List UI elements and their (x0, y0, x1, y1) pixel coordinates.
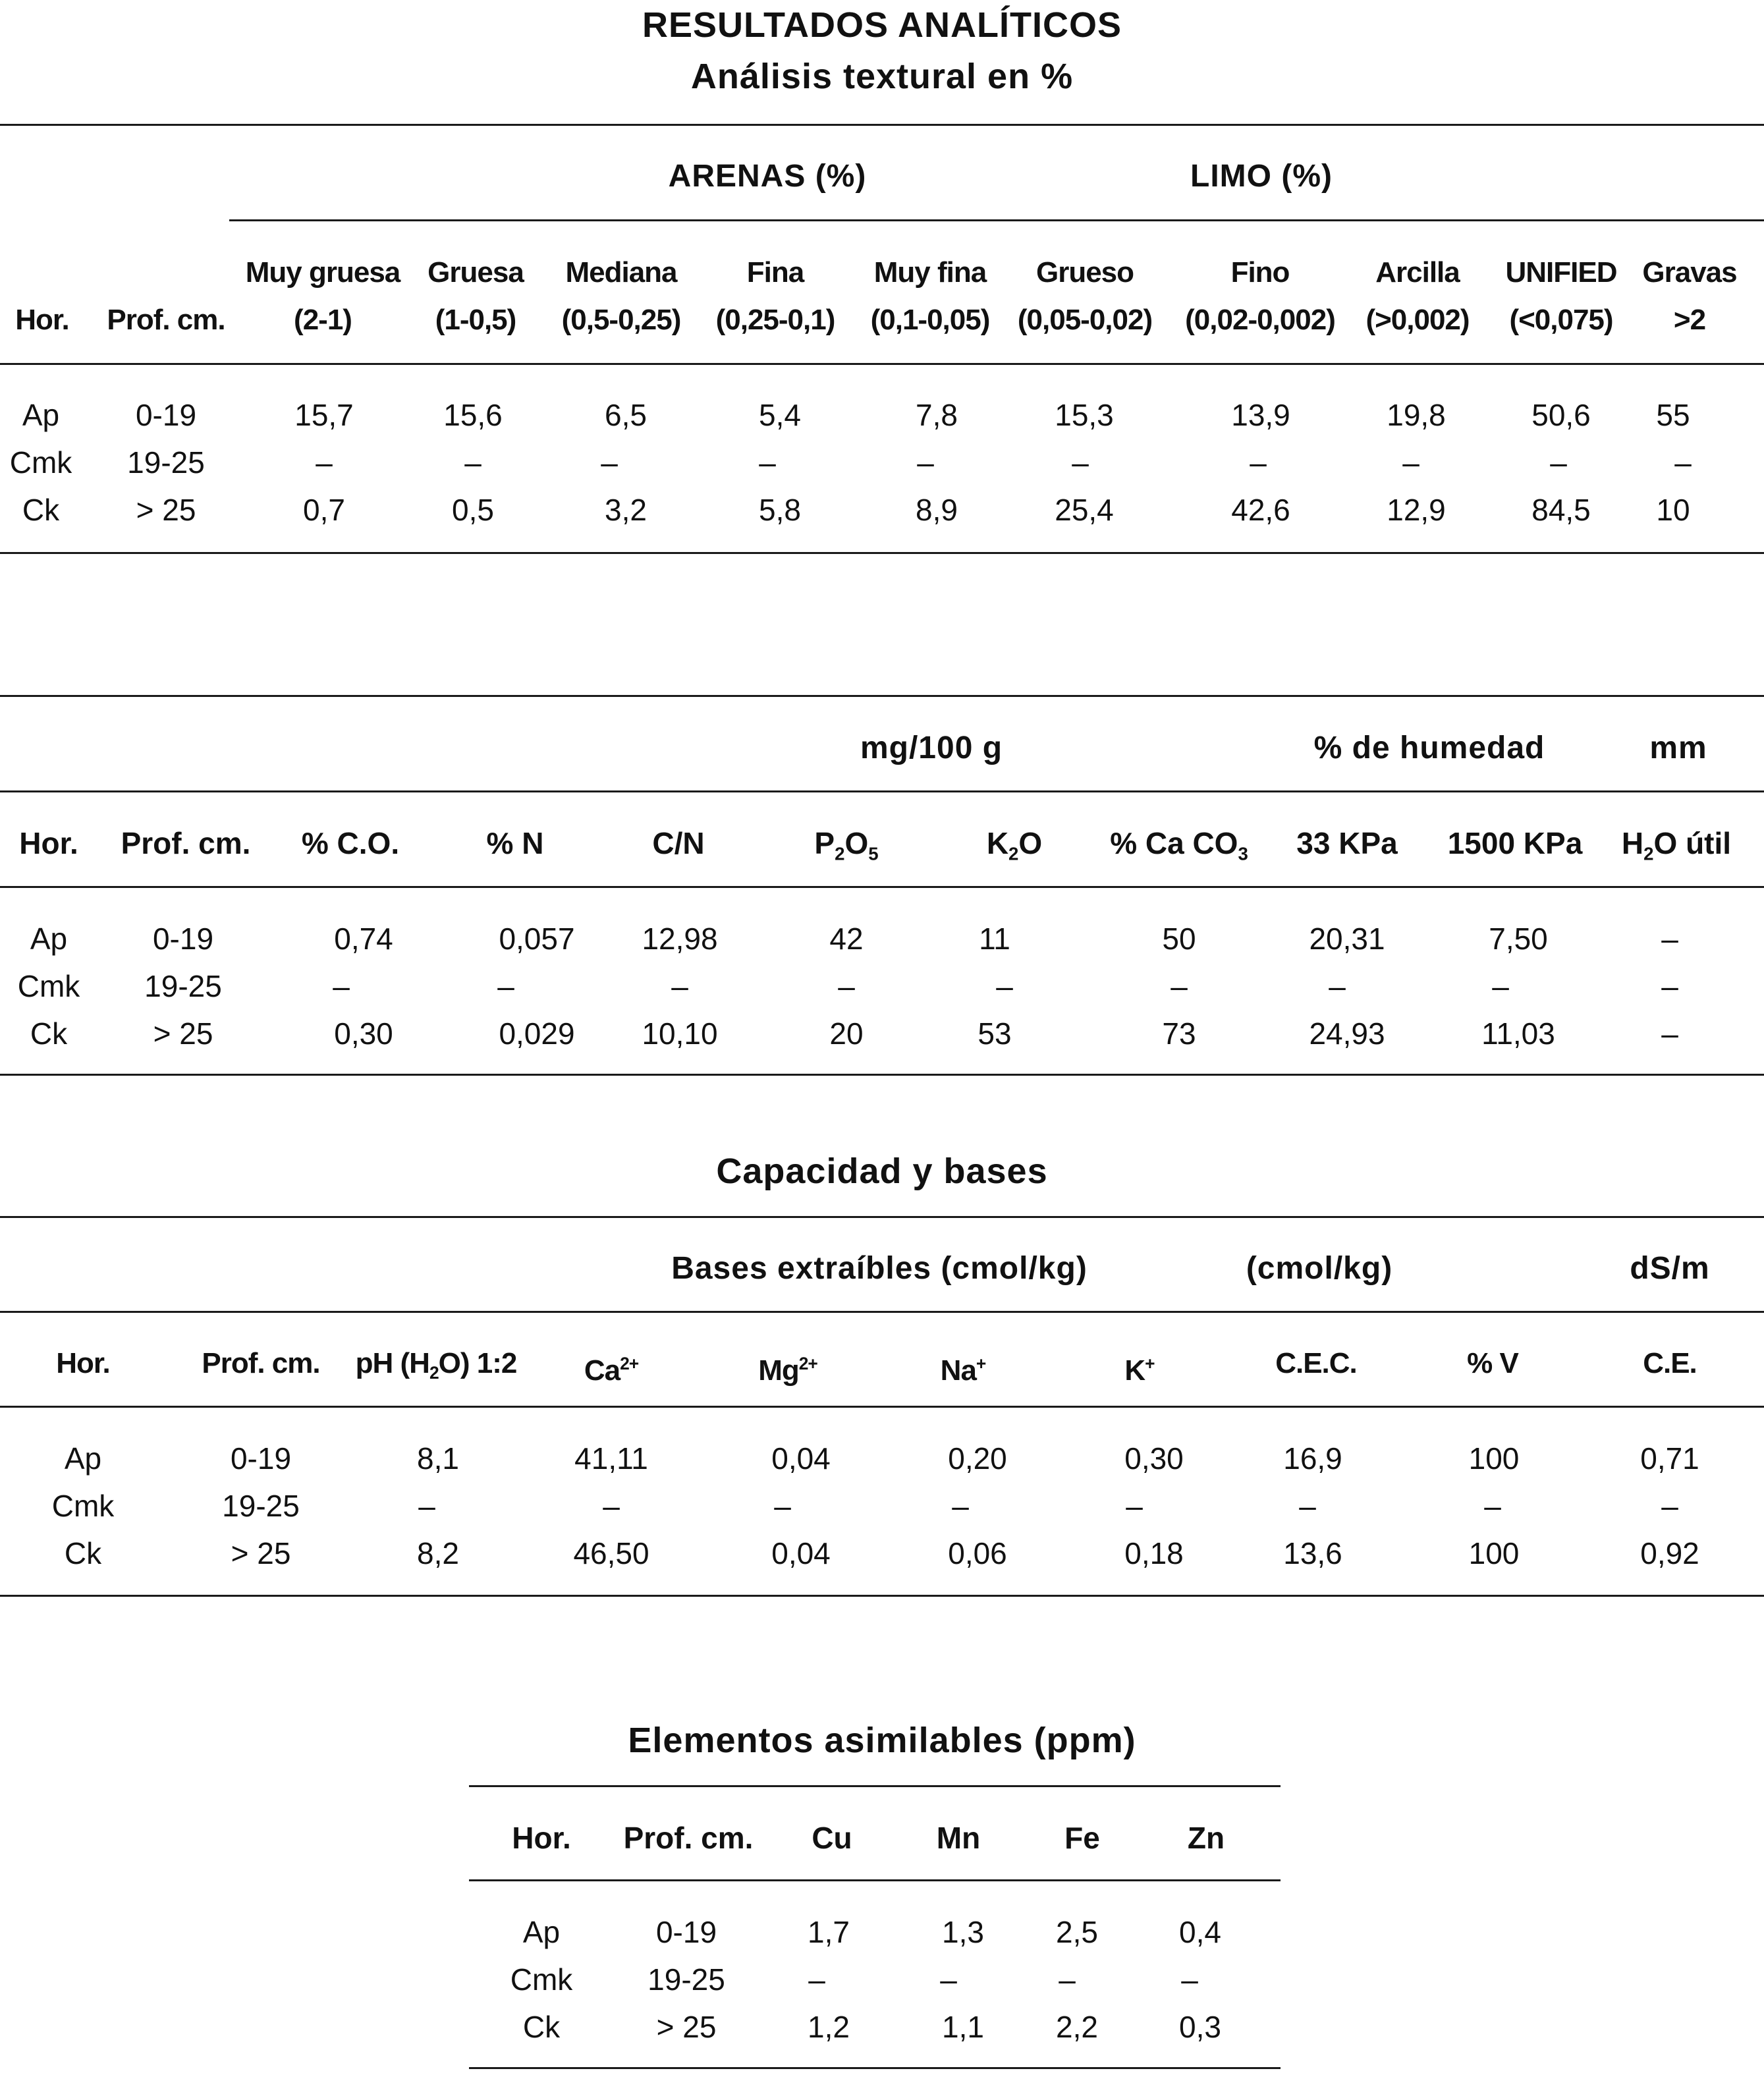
col-header-ca: $Ca^{2+}$ (584, 1354, 639, 1387)
cell-hor: Ck (522, 2010, 561, 2044)
cell-value: – (1484, 1489, 1501, 1523)
cell-value: – (1072, 445, 1089, 480)
col-header-cu: Cu (812, 1821, 852, 1855)
cell-value: – (603, 1489, 620, 1523)
cell-value: – (952, 1489, 969, 1523)
cell-value: 15,6 (443, 398, 503, 432)
col-header-bottom: (0,05-0,02) (1017, 304, 1153, 336)
table-rule (0, 1595, 1764, 1597)
table-rule (0, 124, 1764, 126)
col-header-top: Gravas (1642, 256, 1737, 289)
cell-value: – (1661, 969, 1678, 1003)
table-rule (0, 790, 1764, 792)
cell-value: 7,50 (1489, 922, 1548, 956)
cell-value: 8,2 (417, 1536, 459, 1570)
cell-value: 11,03 (1481, 1016, 1555, 1051)
col-header-bottom: >2 (1673, 304, 1706, 336)
cell-value: 73 (1162, 1016, 1196, 1051)
cell-value: 0,7 (303, 493, 345, 527)
cell-value: – (1299, 1489, 1316, 1523)
cell-value: – (774, 1489, 791, 1523)
table-rule (229, 219, 1764, 221)
col-header-bottom: (1-0,5) (435, 304, 516, 336)
col-header-top: Gruesa (427, 256, 524, 289)
cell-value: 10,10 (642, 1016, 718, 1051)
col-header-hor: Hor. (512, 1821, 571, 1855)
cell-value: 0,06 (948, 1536, 1007, 1570)
cell-value: – (418, 1489, 435, 1523)
cell-value: 0,04 (771, 1441, 831, 1476)
col-header-ph: pH $(H_2O)$ 1:2 (355, 1347, 517, 1383)
cell-value: 10 (1656, 493, 1690, 527)
cell-prof: 19-25 (127, 445, 205, 480)
col-header-1500kpa: 1500 KPa (1447, 826, 1583, 860)
cell-value: 0,30 (334, 1016, 393, 1051)
cell-value: 12,98 (642, 922, 718, 956)
col-header-hor: Hor. (19, 826, 78, 860)
cell-value: – (601, 445, 618, 480)
cell-hor: Ck (64, 1536, 102, 1570)
table-rule (0, 1406, 1764, 1408)
cell-value: – (996, 969, 1013, 1003)
capacity-heading: Capacidad y bases (716, 1151, 1048, 1191)
table-rule (0, 695, 1764, 697)
cell-value: 0,04 (771, 1536, 831, 1570)
table-rule (0, 1074, 1764, 1076)
cell-value: 42 (829, 922, 864, 956)
cell-value: – (1059, 1962, 1076, 1997)
cell-value: 42,6 (1231, 493, 1290, 527)
col-header-bottom: (0,5-0,25) (561, 304, 681, 336)
cell-hor: Ck (22, 493, 60, 527)
cell-value: 8,1 (417, 1441, 459, 1476)
cell-value: 50,6 (1531, 398, 1591, 432)
col-header-bottom: (<0,075) (1509, 304, 1613, 336)
cell-value: – (1661, 1016, 1678, 1051)
cell-value: – (1402, 445, 1419, 480)
cell-value: 15,7 (294, 398, 354, 432)
cell-value: 19,8 (1387, 398, 1446, 432)
cell-value: 20,31 (1309, 922, 1385, 956)
cell-value: 0,057 (499, 922, 575, 956)
table-rule (0, 886, 1764, 888)
cell-hor: Ck (30, 1016, 68, 1051)
cell-value: – (1181, 1962, 1198, 1997)
cell-value: – (917, 445, 934, 480)
table-rule (0, 552, 1764, 554)
col-header-cec: C.E.C. (1275, 1347, 1357, 1379)
cell-value: 0,71 (1640, 1441, 1699, 1476)
cell-value: – (759, 445, 776, 480)
group-limo: LIMO (%) (1190, 159, 1333, 194)
cell-value: 11 (979, 922, 1010, 956)
cell-hor: Cmk (17, 969, 80, 1003)
cell-value: 5,4 (759, 398, 801, 432)
col-header-cn: C/N (652, 826, 705, 860)
col-header-na: Na+ (940, 1354, 986, 1387)
table-rule (469, 2067, 1281, 2069)
col-header-h2o: $H_2O$ útil (1621, 826, 1732, 864)
col-header-n: % N (486, 826, 544, 860)
cell-value: 0,3 (1179, 2010, 1221, 2044)
col-header-top: Muy gruesa (245, 256, 400, 289)
cell-prof: 19-25 (144, 969, 222, 1003)
unit-mg: mg/100 g (860, 731, 1003, 765)
col-header-hor: Hor. (15, 304, 69, 336)
col-header-top: Arcilla (1375, 256, 1460, 289)
col-header-mg: $Mg^{2+}$ (758, 1354, 817, 1387)
cell-hor: Ap (522, 1915, 561, 1949)
col-header-prof: Prof. cm. (107, 304, 225, 336)
col-header-v: % V (1467, 1347, 1518, 1379)
cell-value: – (1661, 1489, 1678, 1523)
cell-value: 16,9 (1283, 1441, 1342, 1476)
cell-value: 50 (1162, 922, 1196, 956)
cell-value: 84,5 (1531, 493, 1591, 527)
cell-value: 24,93 (1309, 1016, 1385, 1051)
cell-prof: 0-19 (230, 1441, 292, 1476)
cell-hor: Ap (22, 398, 60, 432)
page-title: RESULTADOS ANALÍTICOS (642, 5, 1122, 45)
cell-value: – (940, 1962, 957, 1997)
cell-value: 13,6 (1283, 1536, 1342, 1570)
unit-cmol: (cmol/kg) (1246, 1251, 1393, 1286)
cell-value: 0,5 (452, 493, 494, 527)
cell-value: 0,20 (948, 1441, 1007, 1476)
cell-value: 20 (829, 1016, 864, 1051)
textural-heading: Análisis textural en % (690, 57, 1074, 96)
col-header-ce: C.E. (1643, 1347, 1697, 1379)
cell-value: 1,7 (808, 1915, 850, 1949)
col-header-fe: Fe (1064, 1821, 1100, 1855)
elements-heading: Elementos asimilables (ppm) (628, 1721, 1136, 1760)
cell-value: 13,9 (1231, 398, 1290, 432)
table-rule (0, 1216, 1764, 1218)
table-rule (0, 1311, 1764, 1313)
cell-prof: 0-19 (135, 398, 197, 432)
col-header-bottom: (2-1) (294, 304, 352, 336)
col-header-top: Mediana (565, 256, 677, 289)
table-rule (469, 1879, 1281, 1881)
cell-value: 0,92 (1640, 1536, 1699, 1570)
cell-value: 6,5 (605, 398, 647, 432)
col-header-top: Fina (746, 256, 804, 289)
cell-prof: 19-25 (648, 1962, 725, 1997)
cell-value: 0,029 (499, 1016, 575, 1051)
cell-value: 3,2 (605, 493, 647, 527)
col-header-prof: Prof. cm. (202, 1347, 320, 1379)
cell-value: 0,18 (1124, 1536, 1184, 1570)
cell-hor: Ap (64, 1441, 102, 1476)
cell-value: 0,74 (334, 922, 393, 956)
unit-bases: Bases extraíbles (cmol/kg) (671, 1251, 1088, 1286)
cell-hor: Ap (30, 922, 68, 956)
cell-value: 15,3 (1055, 398, 1114, 432)
col-header-co: % C.O. (301, 826, 400, 860)
cell-value: 1,1 (942, 2010, 984, 2044)
cell-value: 46,50 (573, 1536, 649, 1570)
unit-humedad: % de humedad (1313, 731, 1545, 765)
col-header-p2o5: $P_2O_5$ (814, 826, 879, 864)
cell-prof: > 25 (656, 2010, 717, 2044)
cell-value: – (1674, 445, 1692, 480)
cell-value: 7,8 (916, 398, 958, 432)
col-header-top: Grueso (1035, 256, 1134, 289)
cell-value: – (333, 969, 350, 1003)
cell-value: – (1661, 922, 1678, 956)
col-header-k2o: $K_2O$ (986, 826, 1043, 864)
cell-hor: Cmk (51, 1489, 115, 1523)
col-header-bottom: (0,25-0,1) (715, 304, 835, 336)
table-rule (0, 363, 1764, 365)
cell-value: – (1171, 969, 1188, 1003)
cell-hor: Cmk (510, 1962, 573, 1997)
col-header-bottom: (0,1-0,05) (870, 304, 990, 336)
cell-value: – (1550, 445, 1567, 480)
cell-value: 0,30 (1124, 1441, 1184, 1476)
cell-value: 25,4 (1055, 493, 1114, 527)
cell-prof: > 25 (153, 1016, 213, 1051)
cell-value: – (838, 969, 855, 1003)
cell-value: 0,4 (1179, 1915, 1221, 1949)
cell-value: 41,11 (574, 1441, 648, 1476)
cell-value: 53 (978, 1016, 1012, 1051)
cell-value: – (1492, 969, 1509, 1003)
cell-prof: 19-25 (222, 1489, 300, 1523)
col-header-k: K+ (1124, 1354, 1155, 1387)
cell-value: – (671, 969, 688, 1003)
cell-value: – (497, 969, 514, 1003)
cell-value: 2,2 (1056, 2010, 1098, 2044)
cell-prof: > 25 (231, 1536, 291, 1570)
cell-prof: 0-19 (152, 922, 214, 956)
cell-value: 12,9 (1387, 493, 1446, 527)
cell-value: – (316, 445, 333, 480)
col-header-33kpa: 33 KPa (1296, 826, 1398, 860)
cell-value: 55 (1656, 398, 1690, 432)
cell-prof: > 25 (136, 493, 196, 527)
cell-value: – (808, 1962, 825, 1997)
cell-prof: 0-19 (655, 1915, 717, 1949)
col-header-bottom: (0,02-0,002) (1185, 304, 1335, 336)
col-header-top: UNIFIED (1505, 256, 1617, 289)
col-header-hor: Hor. (56, 1347, 110, 1379)
cell-value: 8,9 (916, 493, 958, 527)
cell-value: – (1126, 1489, 1143, 1523)
cell-value: 100 (1468, 1536, 1520, 1570)
col-header-caco3: % Ca $CO_3$ (1110, 826, 1248, 864)
cell-value: 2,5 (1056, 1915, 1098, 1949)
col-header-prof: Prof. cm. (623, 1821, 754, 1855)
cell-hor: Cmk (9, 445, 72, 480)
col-header-top: Fino (1230, 256, 1290, 289)
cell-value: 1,3 (942, 1915, 984, 1949)
cell-value: – (1329, 969, 1346, 1003)
cell-value: – (464, 445, 482, 480)
col-header-prof: Prof. cm. (121, 826, 251, 860)
col-header-mn: Mn (936, 1821, 981, 1855)
cell-value: – (1250, 445, 1267, 480)
col-header-bottom: (>0,002) (1365, 304, 1470, 336)
cell-value: 5,8 (759, 493, 801, 527)
cell-value: 1,2 (808, 2010, 850, 2044)
group-arenas: ARENAS (%) (668, 159, 867, 194)
unit-mm: mm (1649, 731, 1707, 765)
col-header-top: Muy fina (873, 256, 987, 289)
table-rule (469, 1785, 1281, 1787)
cell-value: 100 (1468, 1441, 1520, 1476)
col-header-zn: Zn (1187, 1821, 1225, 1855)
unit-ds: dS/m (1630, 1251, 1710, 1286)
